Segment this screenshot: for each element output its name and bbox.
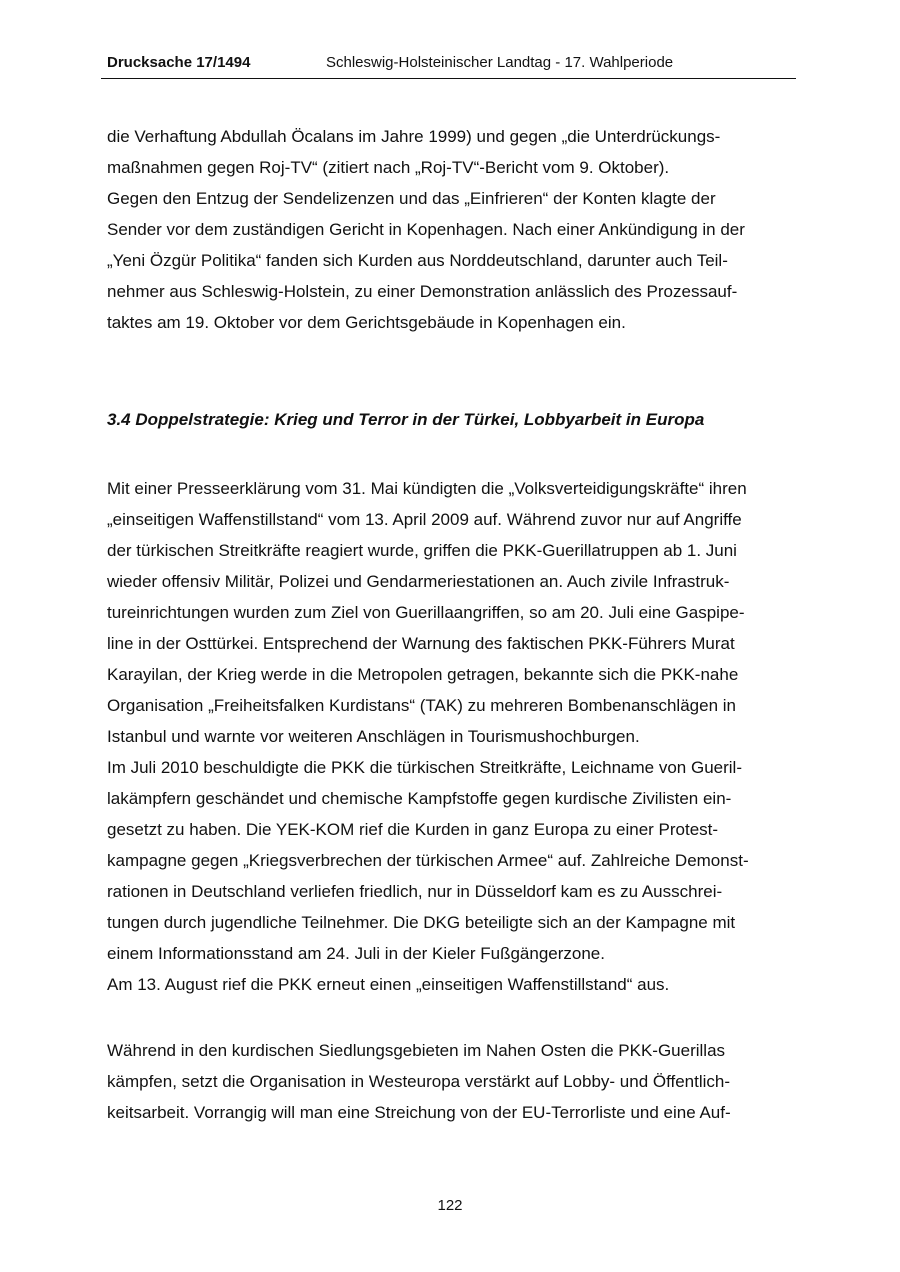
document-reference: Drucksache 17/1494 [107, 54, 251, 71]
text-line: „Yeni Özgür Politika“ fanden sich Kurden aus Norddeutschland, darunter auch Teil- [107, 251, 728, 270]
section-heading: 3.4 Doppelstrategie: Krieg und Terror in der Türkei, Lobbyarbeit in Europa [107, 410, 705, 429]
page-number: 122 [437, 1197, 463, 1214]
text-line: Organisation „Freiheitsfalken Kurdistans“ (TAK) zu mehreren Bombenanschlägen in [107, 696, 736, 715]
text-line: gesetzt zu haben. Die YEK-KOM rief die Kurden in ganz Europa zu einer Protest- [107, 820, 719, 839]
text-line: Karayilan, der Krieg werde in die Metropolen getragen, bekannte sich die PKK-nahe [107, 665, 739, 684]
text-line: der türkischen Streitkräfte reagiert wurde, griffen die PKK-Guerillatruppen ab 1. Juni [107, 541, 737, 560]
text-line: wieder offensiv Militär, Polizei und Gendarmeriestationen an. Auch zivile Infrastruk- [107, 572, 730, 591]
text-line: nehmer aus Schleswig-Holstein, zu einer Demonstration anlässlich des Prozessauf- [107, 282, 738, 301]
text-line: tungen durch jugendliche Teilnehmer. Die DKG beteiligte sich an der Kampagne mit [107, 913, 736, 932]
text-line: kampagne gegen „Kriegsverbrechen der türkischen Armee“ auf. Zahlreiche Demonst- [107, 851, 749, 870]
text-line: line in der Osttürkei. Entsprechend der Warnung des faktischen PKK-Führers Murat [107, 634, 735, 653]
header-title: Schleswig-Holsteinischer Landtag - 17. Wahlperiode [326, 54, 674, 71]
page-header [101, 52, 796, 79]
text-line: Mit einer Presseerklärung vom 31. Mai kündigten die „Volksverteidigungskräfte“ ihren [107, 479, 747, 498]
text-line: Gegen den Entzug der Sendelizenzen und das „Einfrieren“ der Konten klagte der [107, 189, 716, 208]
text-line: rationen in Deutschland verliefen friedlich, nur in Düsseldorf kam es zu Ausschrei- [107, 882, 723, 901]
text-line: „einseitigen Waffenstillstand“ vom 13. April 2009 auf. Während zuvor nur auf Angriffe [107, 510, 742, 529]
text-line: kämpfen, setzt die Organisation in Westeuropa verstärkt auf Lobby- und Öffentlich- [107, 1072, 731, 1091]
text-line: maßnahmen gegen Roj-TV“ (zitiert nach „Roj-TV“-Bericht vom 9. Oktober). [107, 158, 670, 177]
text-line: keitsarbeit. Vorrangig will man eine Streichung von der EU-Terrorliste und eine Auf- [107, 1103, 731, 1122]
text-line: lakämpfern geschändet und chemische Kampfstoffe gegen kurdische Zivilisten ein- [107, 789, 732, 808]
text-line: Während in den kurdischen Siedlungsgebieten im Nahen Osten die PKK-Guerillas [107, 1041, 726, 1060]
text-line: tureinrichtungen wurden zum Ziel von Guerillaangriffen, so am 20. Juli eine Gaspipe- [107, 603, 745, 622]
text-line: einem Informationsstand am 24. Juli in der Kieler Fußgängerzone. [107, 944, 605, 963]
paragraph-lobby [107, 1035, 807, 1128]
text-line: die Verhaftung Abdullah Öcalans im Jahre 1999) und gegen „die Unterdrückungs- [107, 127, 721, 146]
text-line: taktes am 19. Oktober vor dem Gerichtsgebäude in Kopenhagen ein. [107, 313, 626, 332]
text-line: Im Juli 2010 beschuldigte die PKK die türkischen Streitkräfte, Leichname von Gueril- [107, 758, 742, 777]
text-line: Sender vor dem zuständigen Gericht in Kopenhagen. Nach einer Ankündigung in der [107, 220, 745, 239]
text-line: Istanbul und warnte vor weiteren Anschlägen in Tourismushochburgen. [107, 727, 640, 746]
paragraph-section-body [107, 473, 807, 1000]
text-line: Am 13. August rief die PKK erneut einen „einseitigen Waffenstillstand“ aus. [107, 975, 670, 994]
paragraph-continuation [107, 121, 807, 338]
